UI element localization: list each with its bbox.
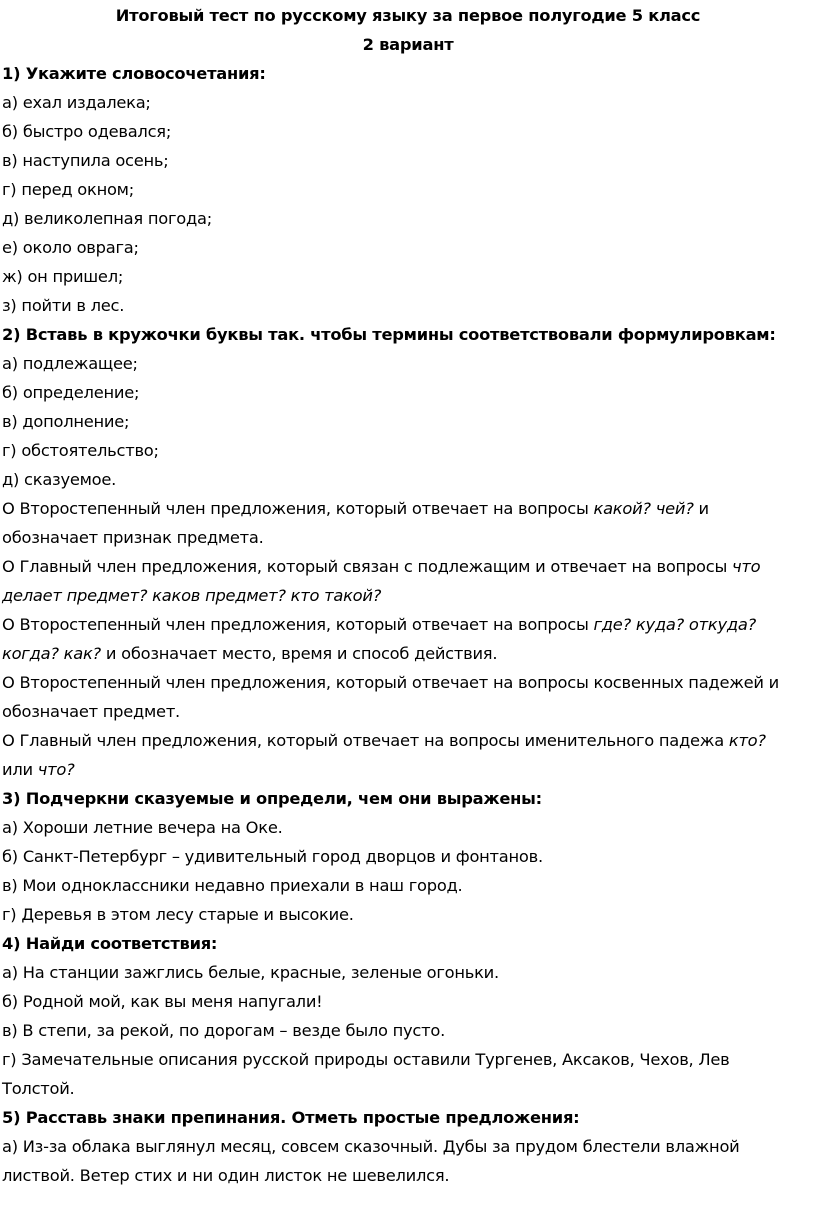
q5-heading: 5) Расставь знаки препинания. Отметь простые предложения: [2,1108,580,1127]
q2-term: б) определение; [2,383,140,402]
definition-4-line-2: обозначает предмет. [2,702,180,721]
definition-1-line-2: обозначает признак предмета. [2,528,264,547]
q2-term: г) обстоятельство; [2,441,159,460]
definition-1-line-1: О Второстепенный член предложения, который отвечает на вопросы какой? чей? и [2,499,709,518]
definition-4-line-1: О Второстепенный член предложения, который отвечает на вопросы косвенных падежей и [2,673,779,692]
q1-option: б) быстро одевался; [2,122,172,141]
q3-sentence: а) Хороши летние вечера на Оке. [2,818,283,837]
q1-option: е) около оврага; [2,238,139,257]
q4-sentence: г) Замечательные описания русской природы оставили Тургенев, Аксаков, Чехов, Лев [2,1050,730,1069]
q1-option: в) наступила осень; [2,151,169,170]
definition-3-line-1: О Второстепенный член предложения, который отвечает на вопросы где? куда? откуда? [2,615,756,634]
q4-sentence: в) В степи, за рекой, по дорогам – везде было пусто. [2,1021,445,1040]
q2-heading: 2) Вставь в кружочки буквы так. чтобы термины соответствовали формулировкам: [2,325,776,344]
q4-heading: 4) Найди соответствия: [2,934,218,953]
q2-term: в) дополнение; [2,412,130,431]
q4-sentence: б) Родной мой, как вы меня напугали! [2,992,323,1011]
definition-5-line-2: или что? [2,760,75,779]
definition-2-line-2: делает предмет? каков предмет? кто такой? [2,586,382,605]
variant-label: 2 вариант [362,35,454,54]
q2-term: д) сказуемое. [2,470,117,489]
q1-heading: 1) Укажите словосочетания: [2,64,266,83]
q1-option: д) великолепная погода; [2,209,212,228]
q3-heading: 3) Подчеркни сказуемые и определи, чем они выражены: [2,789,542,808]
q5-text: а) Из-за облака выглянул месяц, совсем сказочный. Дубы за прудом блестели влажной [2,1137,740,1156]
q3-sentence: б) Санкт-Петербург – удивительный город дворцов и фонтанов. [2,847,543,866]
document-title: Итоговый тест по русскому языку за первое полугодие 5 класс [115,6,701,25]
q1-option: г) перед окном; [2,180,134,199]
q1-option: з) пойти в лес. [2,296,125,315]
q3-sentence: в) Мои одноклассники недавно приехали в наш город. [2,876,463,895]
definition-5-line-1: О Главный член предложения, который отвечает на вопросы именительного падежа кто? [2,731,766,750]
q1-option: ж) он пришел; [2,267,124,286]
definition-2-line-1: О Главный член предложения, который связан с подлежащим и отвечает на вопросы что [2,557,761,576]
q5-text-continued: листвой. Ветер стих и ни один листок не шевелился. [2,1166,450,1185]
q1-option: а) ехал издалека; [2,93,151,112]
q4-sentence-continued: Толстой. [2,1079,75,1098]
q4-sentence: а) На станции зажглись белые, красные, зеленые огоньки. [2,963,499,982]
q3-sentence: г) Деревья в этом лесу старые и высокие. [2,905,354,924]
definition-3-line-2: когда? как? и обозначает место, время и способ действия. [2,644,498,663]
q2-term: а) подлежащее; [2,354,138,373]
